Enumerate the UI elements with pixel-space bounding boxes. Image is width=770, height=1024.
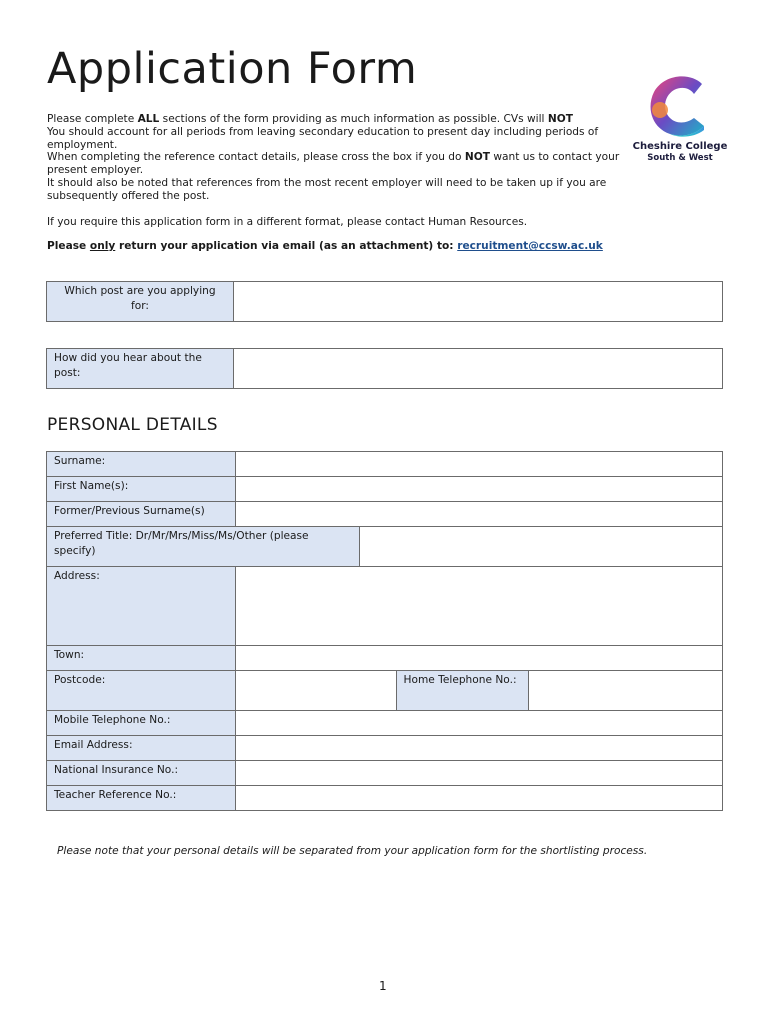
home-phone-field[interactable] [529, 671, 723, 711]
surname-label: Surname: [47, 452, 236, 477]
teacher-ref-field[interactable] [235, 786, 722, 811]
email-label: Email Address: [47, 736, 236, 761]
instruction-line-7: subsequently offered the post. [47, 189, 210, 202]
footer-note: Please note that your personal details will be separated from your application form for the shortlisting process. [57, 845, 648, 857]
preferred-title-label: Preferred Title: Dr/Mr/Mrs/Miss/Ms/Other (please specify) [47, 527, 360, 567]
mobile-label: Mobile Telephone No.: [47, 711, 236, 736]
town-field[interactable] [235, 646, 722, 671]
first-names-field[interactable] [235, 477, 722, 502]
first-names-label: First Name(s): [47, 477, 236, 502]
instruction-line-2: You should account for all periods from leaving secondary education to present day including periods of [47, 125, 599, 138]
instructions [47, 113, 677, 253]
teacher-ref-label: Teacher Reference No.: [47, 786, 236, 811]
page-title: Application Form [47, 44, 418, 94]
instruction-line-1: Please complete ALL sections of the form providing as much information as possible. CVs will NOT [47, 113, 573, 125]
ni-label: National Insurance No.: [47, 761, 236, 786]
address-label: Address: [47, 567, 236, 646]
email-field[interactable] [235, 736, 722, 761]
former-surname-field[interactable] [235, 502, 722, 527]
home-phone-label: Home Telephone No.: [396, 671, 529, 711]
instruction-line-6: It should also be noted that references from the most recent employer will need to be taken up if you are [47, 176, 607, 189]
address-field[interactable] [235, 567, 722, 646]
hear-about-table [46, 348, 723, 389]
postcode-label: Postcode: [47, 671, 236, 711]
recruitment-email-link[interactable]: recruitment@ccsw.ac.uk [457, 240, 603, 253]
mobile-field[interactable] [235, 711, 722, 736]
personal-details-table [46, 451, 723, 811]
post-applying-table [46, 281, 723, 322]
instruction-line-3: employment. [47, 138, 118, 151]
instruction-line-4: When completing the reference contact details, please cross the box if you do NOT want us to contact your [47, 151, 620, 164]
format-note: If you require this application form in a different format, please contact Human Resources. [47, 215, 528, 228]
hear-about-field[interactable] [234, 349, 723, 389]
post-applying-field[interactable] [234, 282, 723, 322]
college-name: Cheshire College [632, 141, 728, 152]
page-number: 1 [379, 979, 387, 993]
personal-details-heading: PERSONAL DETAILS [47, 415, 218, 435]
postcode-field[interactable] [235, 671, 396, 711]
return-instruction: Please only return your application via email (as an attachment) to: recruitment@ccsw.ac.uk [47, 240, 603, 253]
hear-about-label: How did you hear about the post: [47, 349, 234, 389]
ni-field[interactable] [235, 761, 722, 786]
preferred-title-field[interactable] [359, 527, 722, 567]
college-subname: South & West [647, 153, 713, 163]
post-applying-label: Which post are you applying for: [47, 282, 234, 322]
surname-field[interactable] [235, 452, 722, 477]
town-label: Town: [47, 646, 236, 671]
former-surname-label: Former/Previous Surname(s) [47, 502, 236, 527]
instruction-line-5: present employer. [47, 164, 144, 177]
